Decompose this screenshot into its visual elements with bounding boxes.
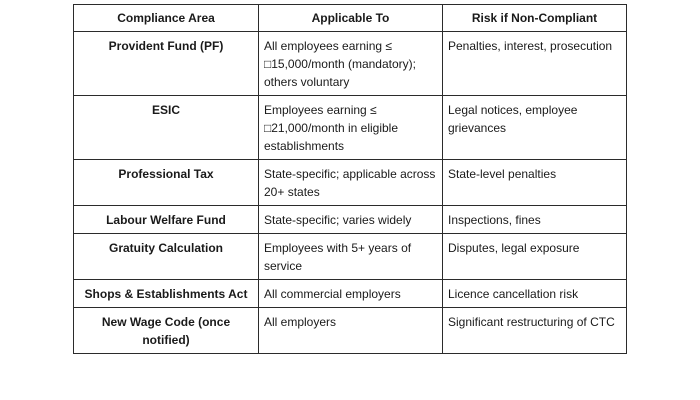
table-row bbox=[74, 308, 627, 354]
header-applicable-to: Applicable To bbox=[259, 5, 443, 32]
cell-applicable: All employers bbox=[259, 308, 443, 354]
cell-area: Provident Fund (PF) bbox=[74, 32, 259, 96]
table-body bbox=[74, 32, 627, 354]
table-row bbox=[74, 234, 627, 280]
cell-risk: Penalties, interest, prosecution bbox=[443, 32, 627, 96]
cell-applicable: State-specific; applicable across 20+ states bbox=[259, 160, 443, 206]
cell-applicable: Employees with 5+ years of service bbox=[259, 234, 443, 280]
cell-risk: Inspections, fines bbox=[443, 206, 627, 234]
table-row bbox=[74, 96, 627, 160]
cell-applicable: All employees earning ≤ □15,000/month (mandatory); others voluntary bbox=[259, 32, 443, 96]
table-row bbox=[74, 160, 627, 206]
table-row bbox=[74, 280, 627, 308]
cell-risk: State-level penalties bbox=[443, 160, 627, 206]
cell-risk: Disputes, legal exposure bbox=[443, 234, 627, 280]
cell-area: ESIC bbox=[74, 96, 259, 160]
cell-risk: Licence cancellation risk bbox=[443, 280, 627, 308]
compliance-table bbox=[73, 4, 627, 354]
header-risk: Risk if Non-Compliant bbox=[443, 5, 627, 32]
cell-area: Shops & Establishments Act bbox=[74, 280, 259, 308]
table-row bbox=[74, 32, 627, 96]
cell-risk: Legal notices, employee grievances bbox=[443, 96, 627, 160]
cell-area: New Wage Code (once notified) bbox=[74, 308, 259, 354]
header-row bbox=[74, 5, 627, 32]
table-header bbox=[74, 5, 627, 32]
cell-applicable: Employees earning ≤ □21,000/month in eligible establishments bbox=[259, 96, 443, 160]
cell-applicable: State-specific; varies widely bbox=[259, 206, 443, 234]
cell-risk: Significant restructuring of CTC bbox=[443, 308, 627, 354]
header-compliance-area: Compliance Area bbox=[74, 5, 259, 32]
cell-applicable: All commercial employers bbox=[259, 280, 443, 308]
cell-area: Professional Tax bbox=[74, 160, 259, 206]
cell-area: Gratuity Calculation bbox=[74, 234, 259, 280]
table-row bbox=[74, 206, 627, 234]
cell-area: Labour Welfare Fund bbox=[74, 206, 259, 234]
